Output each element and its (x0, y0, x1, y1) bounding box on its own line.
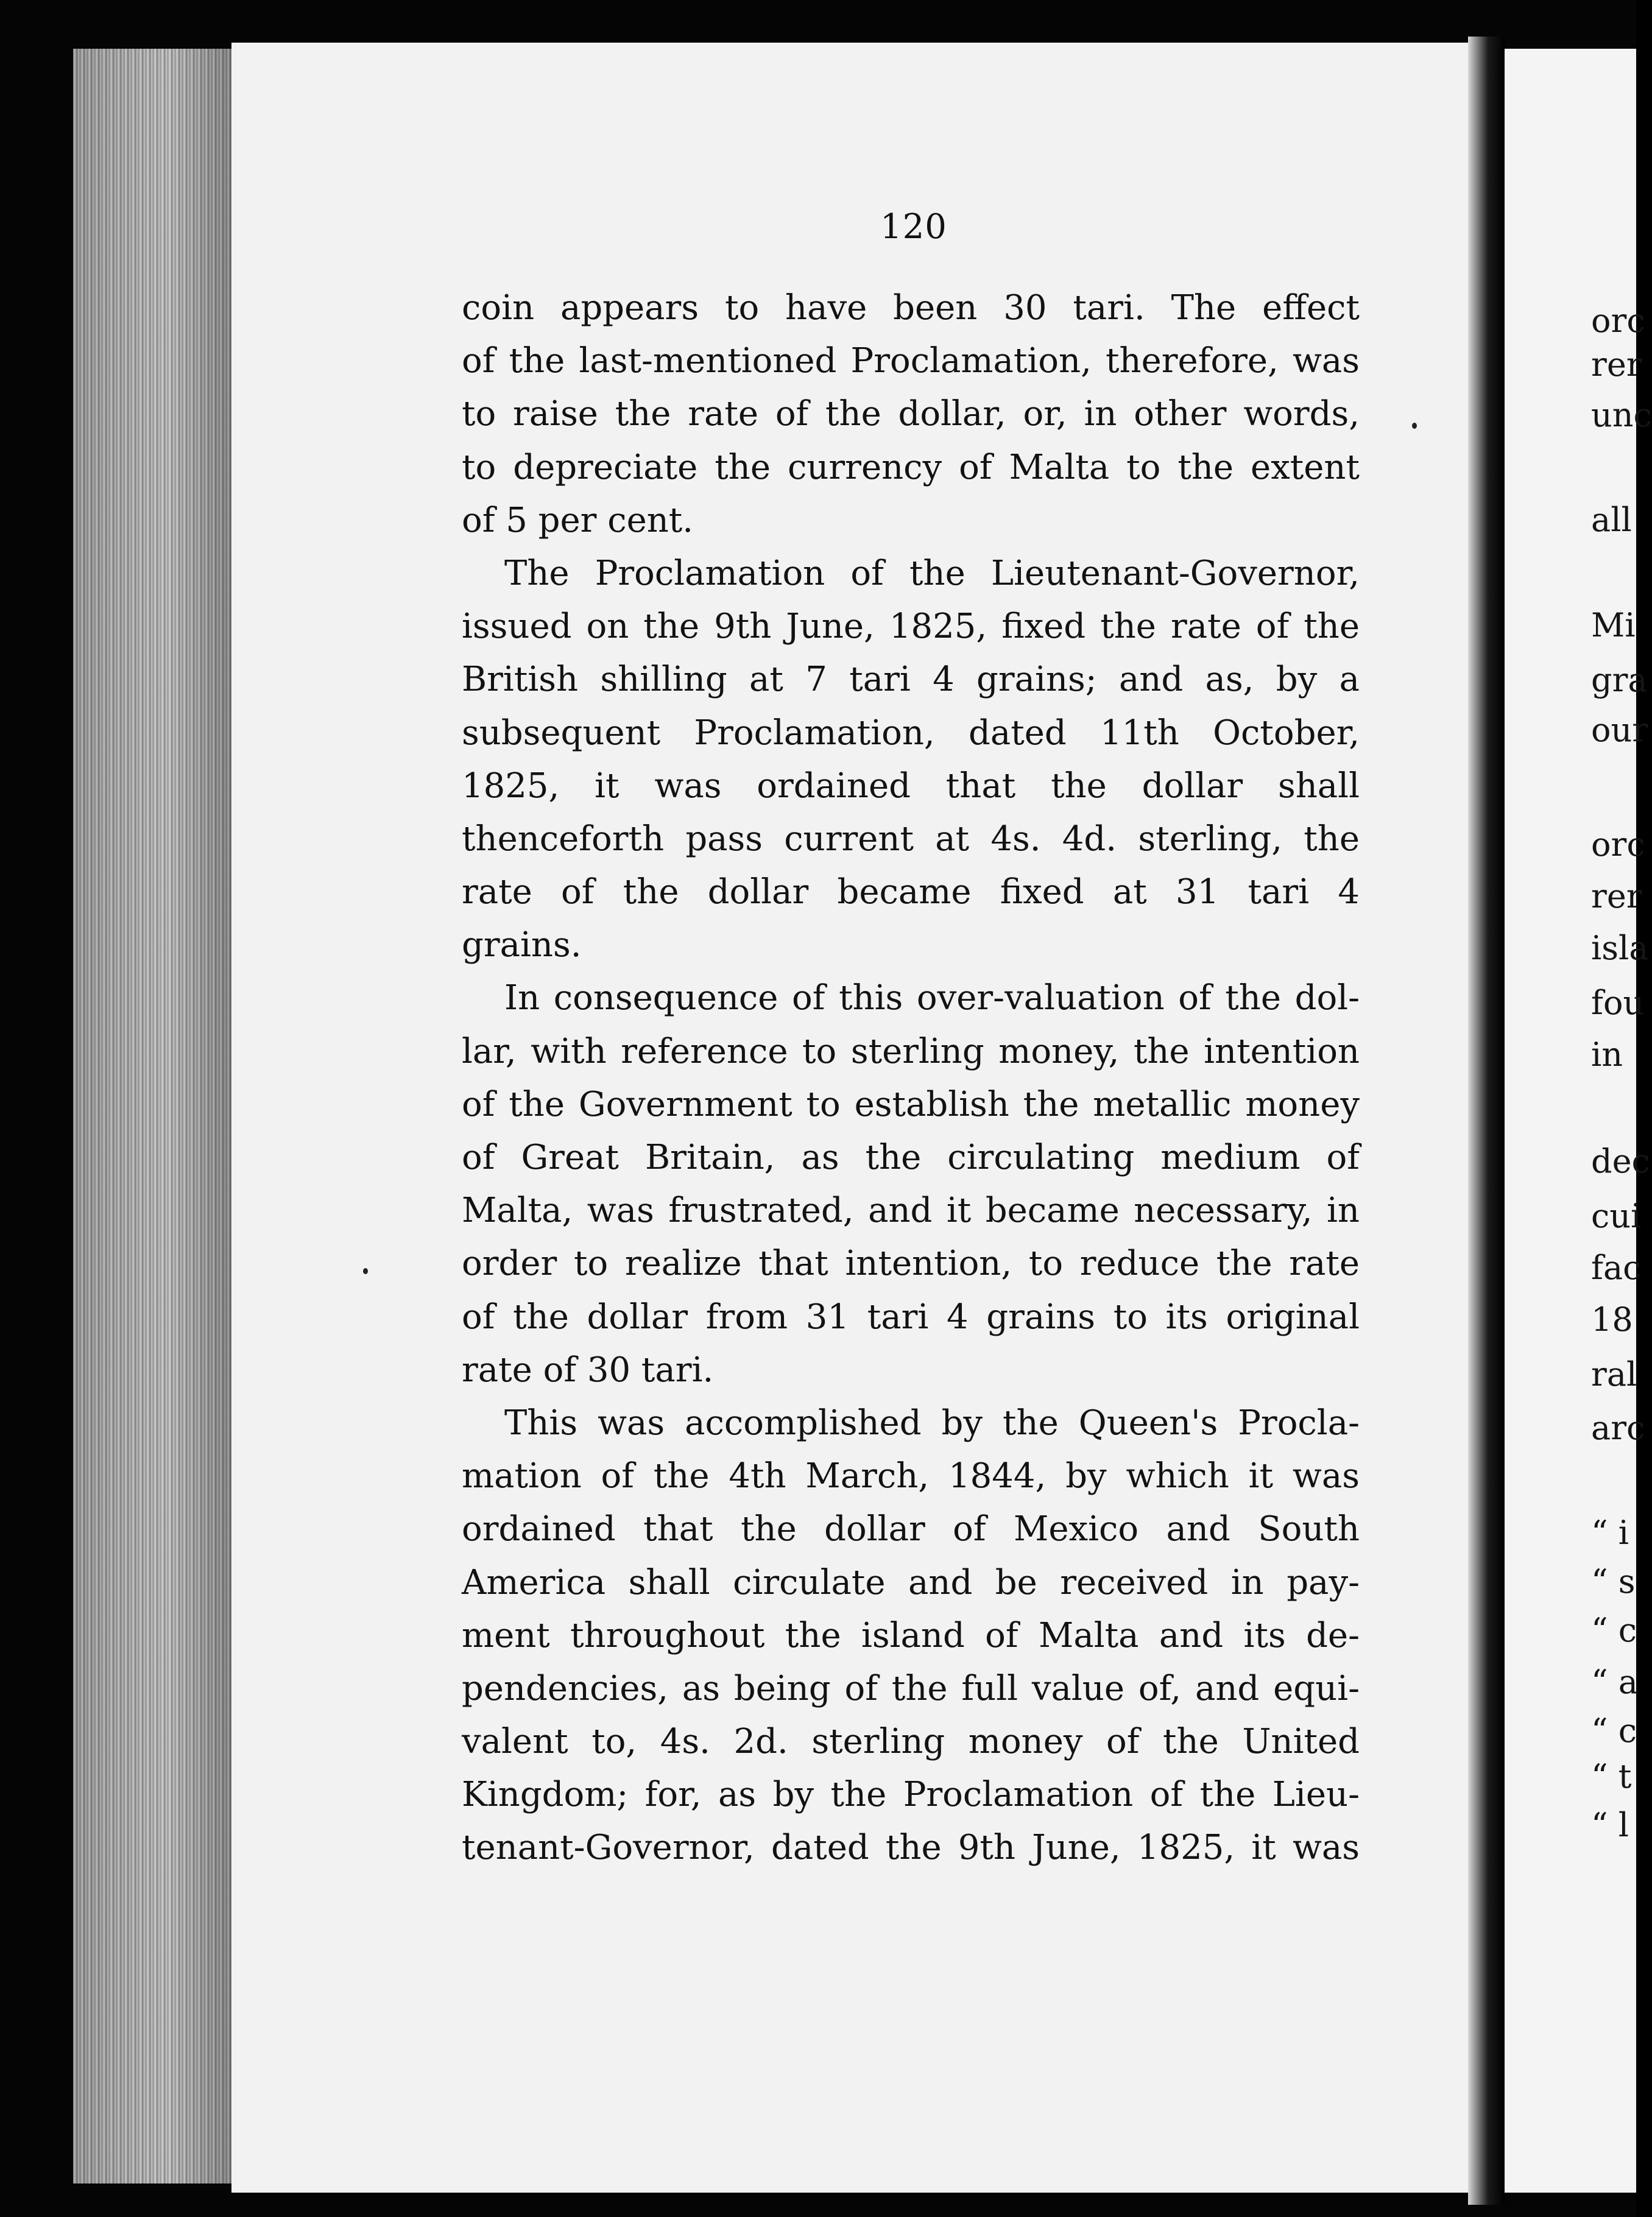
text-line: ment throughout the island of Malta and its de- (462, 1615, 1360, 1655)
text-line: coin appears to have been 30 tari. The effect (462, 288, 1360, 328)
text-line: rate of the dollar became fixed at 31 tari 4 (462, 872, 1360, 912)
text-line: of 5 per cent. (462, 500, 694, 540)
text-line: The Proclamation of the Lieutenant-Governor, (504, 553, 1360, 593)
facing-page-fragment: isla (1591, 929, 1649, 967)
text-line: of the last-mentioned Proclamation, therefore, was (462, 341, 1360, 381)
book-gutter (1468, 37, 1505, 2205)
facing-page-fragment: “ t (1591, 1757, 1632, 1796)
text-line: valent to, 4s. 2d. sterling money of the United (462, 1722, 1360, 1762)
text-line: issued on the 9th June, 1825, fixed the rate of the (462, 607, 1360, 647)
text-line: thenceforth pass current at 4s. 4d. sterling, the (462, 819, 1360, 859)
text-line: America shall circulate and be received in pay- (462, 1562, 1360, 1602)
facing-page-fragment: cui (1591, 1197, 1642, 1235)
facing-page-fragment: orc (1591, 301, 1645, 340)
text-line: to depreciate the currency of Malta to the extent (462, 447, 1360, 487)
facing-page-fragment: “ a (1591, 1663, 1638, 1701)
text-line: Malta, was frustrated, and it became necessary, in (462, 1191, 1360, 1231)
facing-page-fragment: “ l (1591, 1806, 1629, 1844)
facing-page-fragment: all (1591, 501, 1632, 539)
facing-page-fragment: “ s (1591, 1562, 1636, 1601)
text-line: This was accomplished by the Queen's Procla- (504, 1403, 1360, 1443)
text-line: lar, with reference to sterling money, the intention (462, 1031, 1360, 1071)
facing-page-fragment: ral (1591, 1355, 1637, 1394)
facing-page-fragment: “ c (1591, 1711, 1637, 1750)
text-line: order to realize that intention, to reduce the rate (462, 1244, 1360, 1284)
text-line: Kingdom; for, as by the Proclamation of the Lieu- (462, 1775, 1360, 1815)
facing-page-fragment: gra (1591, 661, 1648, 699)
text-line: rate of 30 tari. (462, 1350, 714, 1390)
text-line: subsequent Proclamation, dated 11th October, (462, 713, 1360, 753)
facing-page-fragment: rer (1591, 877, 1642, 915)
facing-page-fragment: 18 (1591, 1300, 1633, 1339)
text-line: grains. (462, 925, 582, 965)
facing-page-fragment: orc (1591, 825, 1645, 864)
text-line: to raise the rate of the dollar, or, in other words, (462, 394, 1360, 434)
facing-page-fragment: arc (1591, 1409, 1645, 1447)
facing-page-fragment: “ c (1591, 1611, 1637, 1649)
text-line: of the dollar from 31 tari 4 grains to its original (462, 1297, 1360, 1337)
margin-mark (1412, 423, 1417, 429)
facing-page-fragment: fac (1591, 1249, 1642, 1287)
page-number: 120 (880, 207, 947, 247)
facing-page-fragment: fou (1591, 984, 1645, 1022)
text-line: In consequence of this over-valuation of the dol- (504, 978, 1360, 1018)
facing-page-fragment: Mi (1591, 606, 1636, 644)
page-body-text (462, 281, 1360, 1875)
facing-page-fragment: rer (1591, 345, 1642, 384)
margin-mark (363, 1268, 368, 1274)
text-line: British shilling at 7 tari 4 grains; and as, by a (462, 660, 1360, 700)
text-line: ordained that the dollar of Mexico and South (462, 1509, 1360, 1549)
book-fore-edge (73, 49, 234, 2184)
text-line: 1825, it was ordained that the dollar shall (462, 766, 1360, 806)
facing-page-fragment: “ i (1591, 1514, 1629, 1552)
facing-page-fragment: our (1591, 711, 1648, 749)
text-line: pendencies, as being of the full value of, and equi- (462, 1668, 1360, 1708)
facing-page-fragment: dec (1591, 1142, 1650, 1180)
text-line: of the Government to establish the metallic money (462, 1084, 1360, 1124)
facing-page-fragment: unc (1591, 396, 1652, 434)
text-line: mation of the 4th March, 1844, by which it was (462, 1456, 1360, 1496)
text-line: of Great Britain, as the circulating medium of (462, 1138, 1360, 1177)
facing-page-fragment: in (1591, 1035, 1623, 1074)
text-line: tenant-Governor, dated the 9th June, 1825, it was (462, 1828, 1360, 1868)
